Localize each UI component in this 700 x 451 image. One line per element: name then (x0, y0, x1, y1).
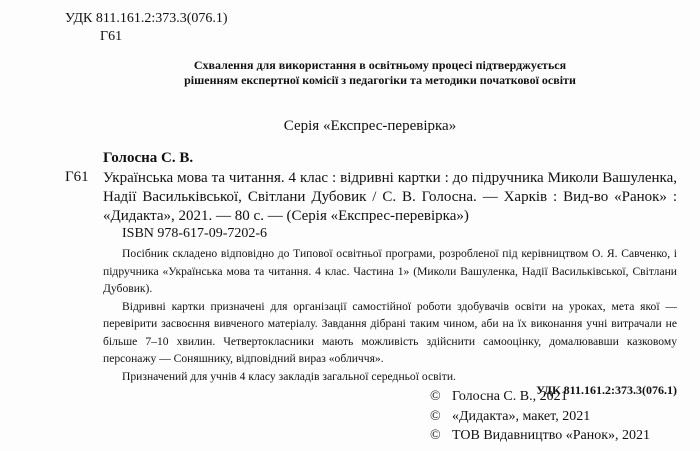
author-name: Голосна С. В. (103, 150, 194, 166)
isbn: ISBN 978-617-09-7202-6 (122, 226, 268, 241)
copyright-line (430, 428, 650, 444)
udk-code-top: УДК 811.161.2:373.3(076.1) (65, 11, 228, 26)
series-title: Серія «Експрес-перевірка» (283, 118, 457, 134)
copyright-text: ТОВ Видавництво «Ранок», 2021 (452, 428, 650, 443)
annotation-paragraph: Відривні картки призначені для організації самостійної роботи здобувачів освіти на уроках, мета якої — перевірити засвоєння вивченого матеріалу. Завдання дібрані таким чином, аби на їх виконання учні витрачали не більше 7–10 хвилин. Четвертокласники мають можливість здійснити самооцінку, домалювавши казковому персонажу — Соняшнику, відповідний вираз «обличчя». (103, 299, 677, 365)
copyright-line (430, 389, 568, 405)
approval-line: рішенням експертної комісії з педагогіки та методики початкової освіти (184, 73, 576, 87)
approval-line: Схвалення для використання в освітньому процесі підтверджується (193, 58, 567, 72)
copyright-text: «Дидакта», макет, 2021 (452, 409, 591, 424)
copyright-icon: © (430, 428, 441, 443)
approval-statement (0, 58, 700, 88)
annotation-paragraph: Призначений для учнів 4 класу закладів загальної середньої освіти. (122, 369, 456, 383)
udk-code-bottom: УДК 811.161.2:373.3(076.1) (536, 383, 677, 397)
copyright-line (430, 409, 590, 425)
bibliographic-entry: Українська мова та читання. 4 клас : відривні картки : до підручника Миколи Вашуленка, Надії Васильківської, Світлани Дубовик / С. В. Голосна. — Харків : Вид-во «Ранок» : «Дидакта», 2021. — 80 с. — (Серія «Експрес-перевірка») (103, 170, 677, 224)
annotation-paragraph: Посібник складено відповідно до Типової освітньої програми, розробленої під керівництвом О. Я. Савченко, і підручника «Українська мова та читання. 4 клас. Частина 1» (Миколи Вашуленка, Надії Васильківської, Світлани Дубовик). (103, 247, 677, 295)
author-code-top: Г61 (100, 29, 123, 44)
copyright-icon: © (430, 389, 441, 404)
copyright-icon: © (430, 409, 441, 424)
annotation (103, 245, 677, 385)
author-code: Г61 (65, 169, 89, 185)
copyright-text: Голосна С. В., 2021 (452, 389, 568, 404)
